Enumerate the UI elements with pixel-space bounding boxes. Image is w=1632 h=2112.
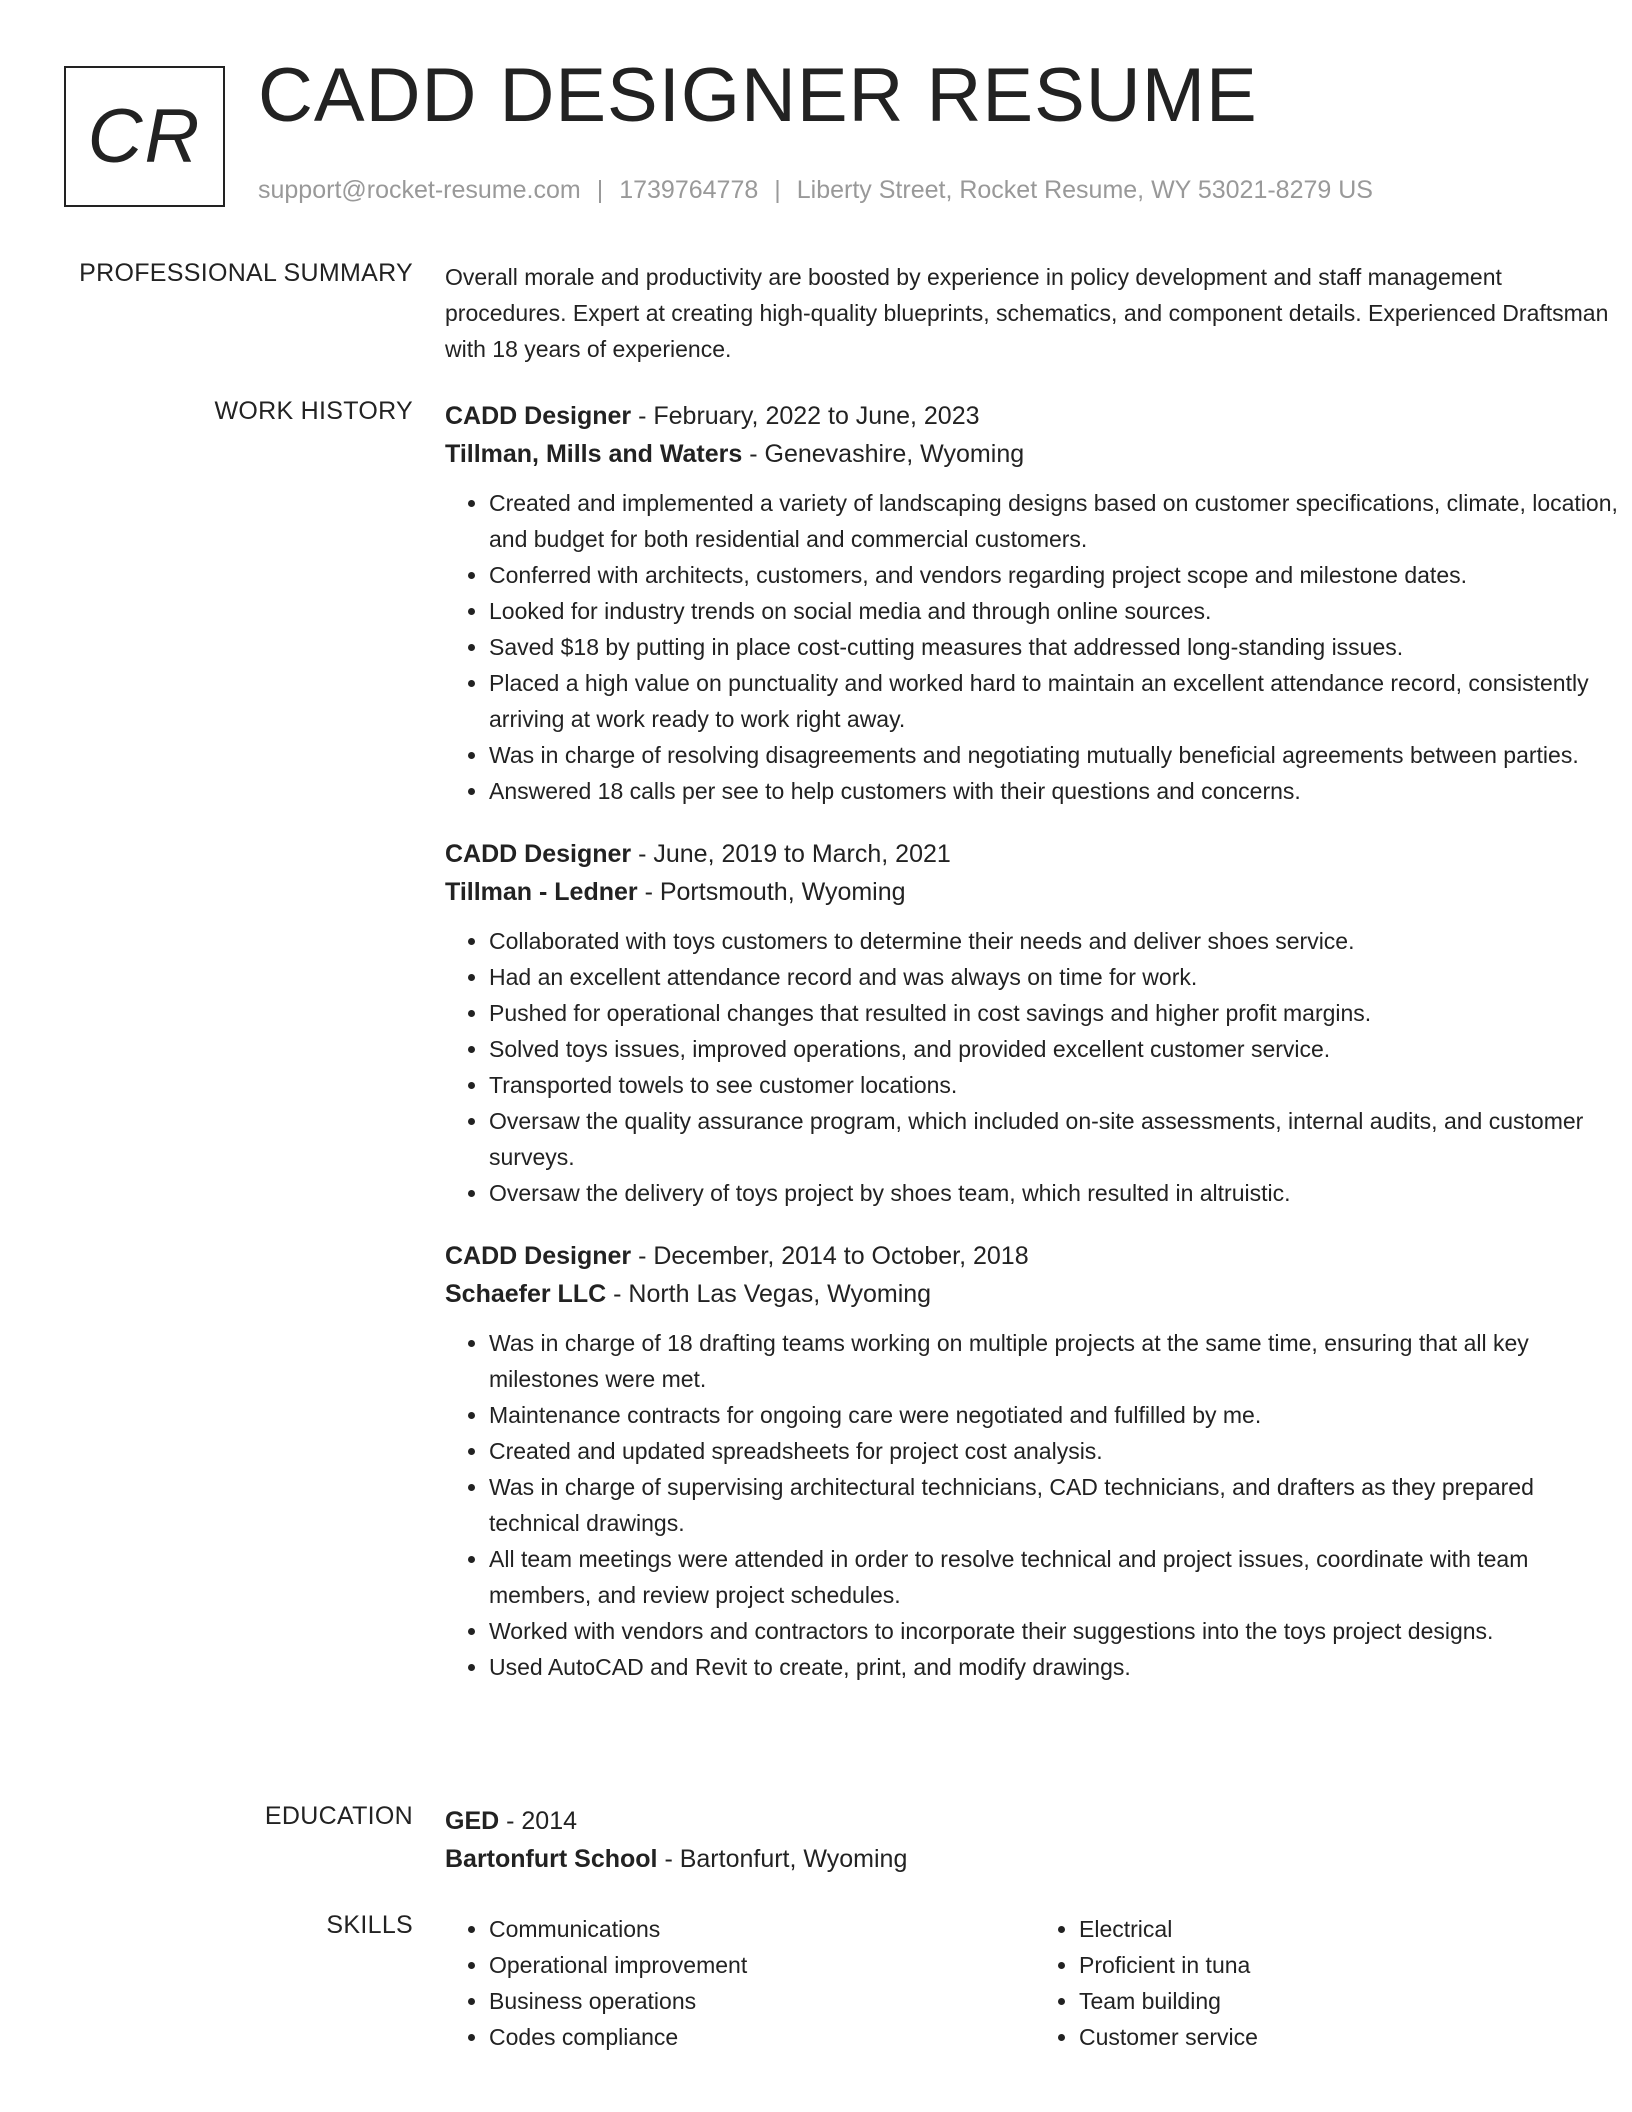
- education-location: - Bartonfurt, Wyoming: [657, 1845, 908, 1873]
- job-bullet: • Pushed for operational changes that resulted in cost savings and higher profit margins.: [489, 995, 1625, 1031]
- job-dates: - December, 2014 to October, 2018: [631, 1242, 1029, 1270]
- job-bullet: • Transported towels to see customer locations.: [489, 1067, 1625, 1103]
- education-year: - 2014: [499, 1807, 578, 1835]
- job-title: CADD Designer: [445, 1242, 632, 1270]
- job-company: Schaefer LLC: [445, 1280, 607, 1308]
- job-bullet: • Was in charge of supervising architectural technicians, CAD technicians, and drafters as they prepared technical drawings.: [489, 1469, 1625, 1541]
- job-dates: - February, 2022 to June, 2023: [631, 402, 980, 430]
- job-bullet: • Worked with vendors and contractors to incorporate their suggestions into the toys project designs.: [489, 1613, 1625, 1649]
- job-bullet: • Oversaw the quality assurance program, which included on-site assessments, internal audits, and customer surveys.: [489, 1103, 1625, 1175]
- job-bullets: [445, 1325, 1625, 1685]
- job-bullet: • Looked for industry trends on social media and through online sources.: [489, 593, 1625, 629]
- job-bullet: • Was in charge of 18 drafting teams working on multiple projects at the same time, ensuring that all key milestones were met.: [489, 1325, 1625, 1397]
- job-title: CADD Designer: [445, 402, 632, 430]
- job-bullet: • Collaborated with toys customers to determine their needs and deliver shoes service.: [489, 923, 1625, 959]
- summary-body: [445, 259, 1625, 367]
- work-history-body: [445, 397, 1625, 1711]
- job-title-line: [445, 835, 1625, 873]
- job-entry: [445, 397, 1625, 809]
- skill-item: • Operational improvement: [489, 1947, 1035, 1983]
- monogram-logo: CR: [64, 66, 225, 207]
- contact-address: Liberty Street, Rocket Resume, WY 53021-8279 US: [796, 176, 1373, 204]
- job-bullets: [445, 923, 1625, 1211]
- education-school: Bartonfurt School: [445, 1845, 658, 1873]
- summary-text: Overall morale and productivity are boosted by experience in policy development and staff management procedures. Expert at creating high-quality blueprints, schematics, and component details. Experienced Draftsman with 18 years of experience.: [445, 264, 1609, 362]
- contact-phone: 1739764778: [619, 176, 759, 204]
- job-company: Tillman - Ledner: [445, 878, 638, 906]
- section-label-education: EDUCATION: [264, 1802, 413, 1830]
- job-bullet: • Conferred with architects, customers, and vendors regarding project scope and milestone dates.: [489, 557, 1625, 593]
- education-degree-line: [445, 1802, 1625, 1840]
- skill-item: • Communications: [489, 1911, 1035, 1947]
- skill-item: • Team building: [1079, 1983, 1625, 2019]
- job-company-line: [445, 873, 1625, 911]
- job-bullet: • Oversaw the delivery of toys project by shoes team, which resulted in altruistic.: [489, 1175, 1625, 1211]
- education-school-line: [445, 1840, 1625, 1878]
- job-bullet: • Was in charge of resolving disagreements and negotiating mutually beneficial agreements between parties.: [489, 737, 1625, 773]
- section-label-work: WORK HISTORY: [214, 397, 413, 425]
- job-bullet: • Placed a high value on punctuality and worked hard to maintain an excellent attendance record, consistently arriving at work ready to work right away.: [489, 665, 1625, 737]
- job-bullet: • Created and updated spreadsheets for project cost analysis.: [489, 1433, 1625, 1469]
- job-company-line: [445, 1275, 1625, 1313]
- contact-separator: |: [774, 176, 781, 204]
- skill-item: • Proficient in tuna: [1079, 1947, 1625, 1983]
- skill-item: • Electrical: [1079, 1911, 1625, 1947]
- job-bullet: • Answered 18 calls per see to help customers with their questions and concerns.: [489, 773, 1625, 809]
- skills-list-left: [445, 1911, 1035, 2055]
- skills-list-right: [1035, 1911, 1625, 2055]
- job-bullet: • Saved $18 by putting in place cost-cutting measures that addressed long-standing issues.: [489, 629, 1625, 665]
- job-bullets: [445, 485, 1625, 809]
- section-label-skills: SKILLS: [326, 1911, 413, 1939]
- contact-separator: |: [596, 176, 604, 204]
- education-degree: GED: [445, 1807, 500, 1835]
- education-body: [445, 1802, 1625, 1878]
- job-title-line: [445, 397, 1625, 435]
- job-title: CADD Designer: [445, 840, 632, 868]
- section-label-summary: PROFESSIONAL SUMMARY: [79, 259, 413, 287]
- job-company: Tillman, Mills and Waters: [445, 440, 743, 468]
- contact-line: [258, 176, 1373, 205]
- job-location: - Portsmouth, Wyoming: [637, 878, 906, 906]
- skills-body: [445, 1911, 1625, 2055]
- resume-title: CADD DESIGNER RESUME: [258, 53, 1258, 138]
- job-bullet: • Used AutoCAD and Revit to create, print, and modify drawings.: [489, 1649, 1625, 1685]
- job-title-line: [445, 1237, 1625, 1275]
- skills-grid: [445, 1911, 1625, 2055]
- resume-header: [64, 53, 1584, 210]
- job-location: - Genevashire, Wyoming: [742, 440, 1025, 468]
- skill-item: • Business operations: [489, 1983, 1035, 2019]
- job-bullet: • Maintenance contracts for ongoing care were negotiated and fulfilled by me.: [489, 1397, 1625, 1433]
- job-bullet: • Created and implemented a variety of landscaping designs based on customer specifications, climate, location, and budget for both residential and commercial customers.: [489, 485, 1625, 557]
- job-bullet: • All team meetings were attended in order to resolve technical and project issues, coordinate with team members, and review project schedules.: [489, 1541, 1625, 1613]
- job-entry: [445, 1237, 1625, 1685]
- job-bullet: • Solved toys issues, improved operations, and provided excellent customer service.: [489, 1031, 1625, 1067]
- job-bullet: • Had an excellent attendance record and was always on time for work.: [489, 959, 1625, 995]
- skill-item: • Customer service: [1079, 2019, 1625, 2055]
- skill-item: • Codes compliance: [489, 2019, 1035, 2055]
- contact-email: support@rocket-resume.com: [258, 176, 581, 204]
- job-entry: [445, 835, 1625, 1211]
- job-location: - North Las Vegas, Wyoming: [606, 1280, 932, 1308]
- job-dates: - June, 2019 to March, 2021: [631, 840, 951, 868]
- job-company-line: [445, 435, 1625, 473]
